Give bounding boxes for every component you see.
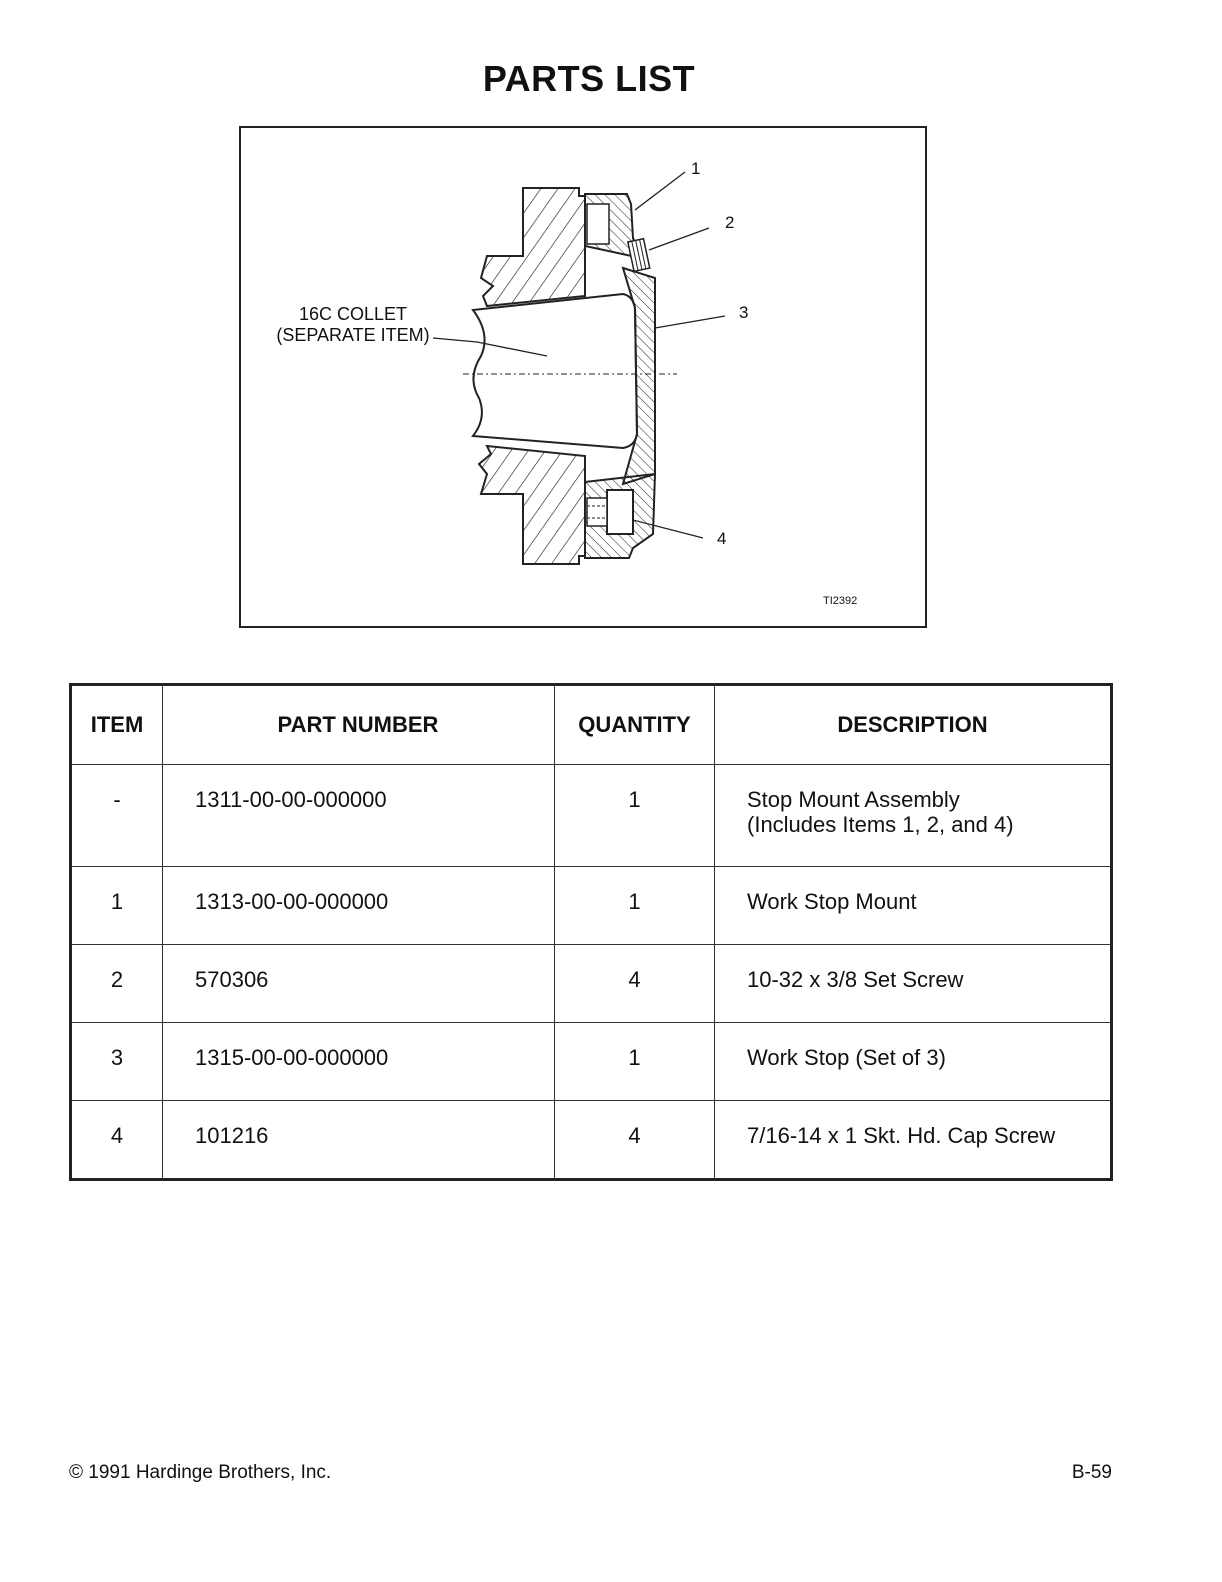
cell-quantity: 4	[555, 945, 715, 1023]
set-screw	[628, 239, 650, 272]
cell-quantity: 4	[555, 1101, 715, 1180]
cross-section-drawing	[241, 128, 925, 626]
description-line1: Stop Mount Assembly	[747, 787, 960, 812]
page-title: PARTS LIST	[482, 58, 696, 99]
cell-part-number: 570306	[163, 945, 555, 1023]
cell-part-number: 101216	[163, 1101, 555, 1180]
cell-item: 1	[71, 867, 163, 945]
cell-description	[715, 765, 1112, 867]
callout-4: 4	[717, 529, 727, 548]
cell-item: 3	[71, 1023, 163, 1101]
copyright-notice: © 1991 Hardinge Brothers, Inc.	[69, 1462, 332, 1483]
table-row	[71, 867, 1112, 945]
header-quantity: QUANTITY	[555, 685, 715, 765]
mount-bore-upper	[587, 204, 609, 244]
header-part-number: PART NUMBER	[163, 685, 555, 765]
callout-3: 3	[739, 303, 749, 322]
spindle-body-lower	[479, 446, 585, 564]
spindle-body-upper	[481, 188, 585, 306]
cell-part-number: 1313-00-00-000000	[163, 867, 555, 945]
callout-2: 2	[725, 213, 735, 232]
page-number: B-59	[1071, 1462, 1112, 1483]
table-header-row	[71, 685, 1112, 765]
description-line2: (Includes Items 1, 2, and 4)	[747, 812, 1014, 837]
leader-2	[649, 228, 709, 250]
cell-description: 10-32 x 3/8 Set Screw	[715, 945, 1112, 1023]
collet-outline	[473, 294, 637, 448]
table-row	[71, 765, 1112, 867]
cell-part-number: 1315-00-00-000000	[163, 1023, 555, 1101]
assembly-figure	[239, 126, 927, 628]
header-item: ITEM	[71, 685, 163, 765]
cell-quantity: 1	[555, 765, 715, 867]
leader-3	[655, 316, 725, 328]
collet-label-line1: 16C COLLET	[298, 304, 408, 324]
table-row	[71, 945, 1112, 1023]
leader-1	[635, 172, 685, 210]
parts-table	[69, 683, 1113, 1181]
cell-item: 2	[71, 945, 163, 1023]
cell-part-number: 1311-00-00-000000	[163, 765, 555, 867]
cell-quantity: 1	[555, 867, 715, 945]
cell-item: 4	[71, 1101, 163, 1180]
cell-quantity: 1	[555, 1023, 715, 1101]
callout-1: 1	[691, 159, 701, 178]
figure-id: TI2392	[823, 595, 858, 607]
collet-label-line2: (SEPARATE ITEM)	[276, 325, 430, 345]
table-row	[71, 1023, 1112, 1101]
header-description: DESCRIPTION	[715, 685, 1112, 765]
cell-description: 7/16-14 x 1 Skt. Hd. Cap Screw	[715, 1101, 1112, 1180]
cell-description: Work Stop Mount	[715, 867, 1112, 945]
table-row	[71, 1101, 1112, 1180]
cell-item: -	[71, 765, 163, 867]
cell-description: Work Stop (Set of 3)	[715, 1023, 1112, 1101]
